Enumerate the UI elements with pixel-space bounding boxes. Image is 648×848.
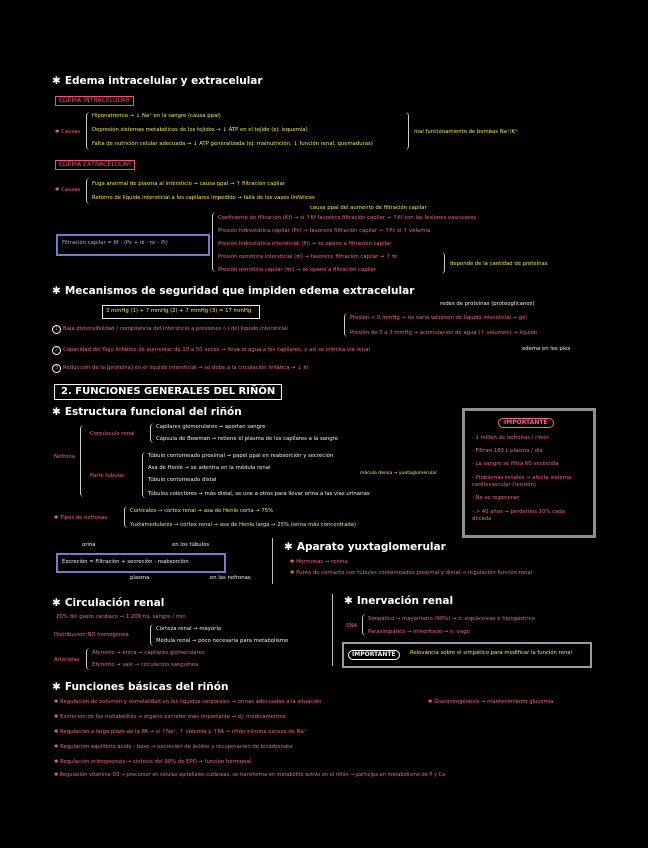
filtration-formula: Filtración capilar = Kf · (Pc + πi - πc - Pi) bbox=[62, 240, 168, 246]
extra-causas-label: ✱ Causas bbox=[55, 187, 81, 193]
inervacion-item-1: Simpático → mayoritario (90%) → n. esplácnicos e hipogástrico bbox=[368, 616, 535, 622]
brace bbox=[86, 648, 91, 670]
arteriolas-label: Arteriolas bbox=[54, 657, 80, 663]
importante-item-3: - La sangre se filtra 60 veces/día bbox=[472, 461, 559, 467]
inervacion-title: ✱ Inervación renal bbox=[344, 595, 454, 607]
intra-causa-2: Depresión sistemas metabólicos de los tejidos → ↓ ATP en el tejido (ej: isquemia) bbox=[92, 127, 308, 133]
factor-oc: Presión osmótica capilar (πc) → se opone a filtración capilar bbox=[218, 267, 376, 273]
brace bbox=[142, 452, 147, 498]
divider bbox=[272, 538, 273, 584]
funcion-1: ✱ Regulación de volumen y osmolalidad en los líquidos corporales → orinas adecuadas a la situación bbox=[54, 699, 322, 705]
tipos-item-1: Corticales → córtex renal → asa de Henle corta → 75% bbox=[130, 508, 274, 514]
importante-item-5: - No se regeneran bbox=[472, 495, 520, 501]
tubulos-note: en los túbulos bbox=[172, 542, 210, 548]
presion-positiva: Presión de 0 a 3 mmHg → acumulación de agua (↑ volumen) → líquido bbox=[350, 330, 538, 336]
corpusculo-label: Corpúsculo renal bbox=[90, 431, 135, 437]
tipos-item-2: Yuxtamedulares → córtex renal → asa de Henle larga → 25% (orina más concentrada) bbox=[130, 522, 357, 528]
orina-note: orina bbox=[82, 542, 96, 548]
mecanismo-1: 1 Baja distensibilidad / compliancia del intersticio a presiones (-) del líquido intersticial bbox=[52, 325, 288, 334]
redes-note: redes de proteínas (proteoglicanos) bbox=[440, 301, 535, 307]
factors-header: causa ppal del aumento de filtración capilar bbox=[310, 205, 427, 211]
brace bbox=[362, 614, 367, 636]
importante-title: IMPORTANTE bbox=[498, 418, 554, 428]
edema-extra-tag: EDEMA EXTRACELULAR bbox=[55, 160, 135, 170]
nefronas-note: en las nefronas bbox=[210, 575, 251, 581]
yuxta-title: ✱ Aparato yuxtaglomerular bbox=[284, 541, 446, 553]
circulacion-title: ✱ Circulación renal bbox=[52, 597, 165, 609]
distribucion-item-2: Médula renal → poco necesaria para metabolismo bbox=[156, 638, 289, 644]
mecanismos-title: ✱ Mecanismos de seguridad que impiden edema extracelular bbox=[52, 285, 415, 297]
brace bbox=[212, 212, 217, 272]
tubular-item-4: Túbulos colectores → más distal, se une a otros para llevar orina a las vías urinarias bbox=[148, 491, 370, 497]
brace bbox=[80, 425, 85, 497]
funcion-3: ✱ Regulación a largo plazo de la PA → si ↑Na⁺, ↑ volemia y ↑PA → riñón elimina exceso de Na⁺ bbox=[54, 729, 307, 735]
funcion-2: ✱ Excreción de los metabolitos → órgano excretor más importante → ej: medicamentos bbox=[54, 714, 286, 720]
macula-note: mácula densa → yuxtaglomerular bbox=[360, 471, 437, 476]
edema-intra-tag: EDEMA INTRACELULAR bbox=[55, 96, 134, 106]
excrecion-formula: Excreción = Filtración + secreción - reabsorción bbox=[62, 559, 189, 565]
factors-note: depende de la cantidad de proteínas bbox=[450, 261, 548, 267]
importante-item-6: - > 40 años → perdemos 10% cada década bbox=[472, 509, 565, 523]
estructura-title: ✱ Estructura funcional del riñón bbox=[52, 406, 242, 418]
tipos-label: ✱ Tipos de nefronas bbox=[54, 515, 108, 521]
importante-inervacion-tag: IMPORTANTE bbox=[348, 650, 400, 660]
yuxta-item-1: ✱ Hormonas → renina bbox=[290, 559, 348, 565]
intra-causa-1: Hiponatremia → ↓ Na⁺ en la sangre (causa ppal) bbox=[92, 113, 221, 119]
sna-label: SNA bbox=[346, 623, 357, 629]
extra-causa-2: Retorno de líquido intersticial a los capilares impedido → falla de los vasos linfáticos bbox=[92, 195, 315, 201]
tubular-item-1: Túbulo contorneado proximal → papel ppal en reabsorción y secreción bbox=[148, 453, 334, 459]
corpusculo-item-1: Capilares glomerulares → aportan sangre bbox=[156, 424, 266, 430]
importante-item-2: - Filtran 180 L plasma / día bbox=[472, 448, 543, 454]
distribucion-item-1: Corteza renal → mayoría bbox=[156, 626, 222, 632]
factor-pi: Presión hidrostática intersticial (Pi) → se opone a filtración capilar bbox=[218, 241, 392, 247]
brace bbox=[124, 506, 129, 528]
funciones-title: ✱ Funciones básicas del riñón bbox=[52, 681, 229, 693]
tubular-item-2: Asa de Henle → se adentra en la médula renal bbox=[148, 465, 271, 471]
factor-oi: Presión osmótica intersticial (πi) → favorece filtración capilar → ↑ πi bbox=[218, 254, 397, 260]
plasma-note: plasma bbox=[130, 575, 150, 581]
funcion-6: ✱ Regulación vitamina D3 → precursor en células epiteliales cutáneas, se transforma en metabolito activo en el riñón → participa en metabolismo de P y Ca bbox=[54, 772, 446, 778]
importante-item-4: - Problemas renales → afecta sistema cardiovascular (tensión) bbox=[472, 475, 572, 489]
intra-causas-label: ✱ Causas bbox=[55, 129, 81, 135]
funcion-4: ✱ Regulación equilibrio ácido - base → excreción de ácidos y recuperación de bicarbonato bbox=[54, 744, 293, 750]
tubular-label: Parte tubular bbox=[90, 473, 125, 479]
intra-result: mal funcionamiento de bombas Na⁺/K⁺ bbox=[414, 129, 518, 135]
corpusculo-item-2: Cápsula de Bowman → retiene el plasma de los capilares a la sangre bbox=[156, 436, 338, 442]
nefrona-label: Nefrona bbox=[54, 454, 75, 460]
arteriola-item-1: Aferente → entra → capilares glomerulares bbox=[92, 650, 205, 656]
arteriola-item-2: Eferente → sale → circulación sanguínea bbox=[92, 662, 199, 668]
brace bbox=[86, 178, 91, 204]
funcion-5: ✱ Regulación eritropoyesis → síntesis del 90% de EPO → función hormonal bbox=[54, 759, 252, 765]
brace bbox=[86, 112, 91, 150]
intra-causa-3: Falta de nutrición celular adecuada → ↓ ATP generalizada (ej: malnutrición, ↓ función renal, quemaduras) bbox=[92, 141, 373, 147]
presion-negativa: Presión < 0 mmHg → no varía volumen de líquido intersticial → gel bbox=[350, 315, 527, 321]
section-2-heading: 2. FUNCIONES GENERALES DEL RIÑÓN bbox=[54, 384, 282, 400]
mecanismo-2: 2 Capacidad del flujo linfático de aumentar de 10 a 50 veces → lleva el agua a los capilares, y así se elimina vía renal bbox=[52, 346, 370, 355]
divider bbox=[332, 594, 333, 666]
importante-inervacion-text: Relevancia sobre el simpático para modificar la función renal bbox=[410, 650, 572, 656]
extra-causa-1: Fuga anormal de plasma al intersticio → causa ppal → ↑ filtración capilar bbox=[92, 181, 286, 187]
factor-kf: Coeficiente de filtración (Kf) → si ↑Kf favorece filtración capilar → ↑Kf con las lesiones vasculares bbox=[218, 215, 477, 221]
gasto-cardiaco: 20% del gasto cardíaco → 1.200 mL sangre / min bbox=[56, 614, 186, 620]
mecanismo-3: 3 Reducción de la [proteína] en el líquido intersticial → se debe a la circulación linfática → ↓ πi bbox=[52, 364, 308, 373]
distribucion-label: Distribución NO homogénea bbox=[54, 632, 129, 638]
yuxta-item-2: ✱ Punto de contacto con túbulos contorneados proximal y distal → regulación función renal bbox=[290, 570, 533, 576]
brace bbox=[344, 313, 349, 337]
importante-item-1: - 1 millón de nefronas / riñón bbox=[472, 435, 549, 441]
edema-pies-note: edema en los pies bbox=[522, 346, 571, 352]
factor-pc: Presión hidrostática capilar (Pc) → favorece filtración capilar → ↑Pc si ↑ volemia bbox=[218, 228, 431, 234]
brace bbox=[404, 112, 409, 150]
inervacion-item-2: Parasimpático → minoritario → n. vago bbox=[368, 629, 470, 635]
brace bbox=[150, 423, 155, 443]
edema-title: ✱ Edema intracelular y extracelular bbox=[52, 75, 263, 87]
sum-box-text: 3 mmHg (1) + 7 mmHg (2) + 7 mmHg (3) = 17 mmHg bbox=[106, 308, 252, 314]
tubular-item-3: Túbulo contorneado distal bbox=[148, 477, 217, 483]
brace bbox=[150, 624, 155, 646]
brace bbox=[440, 252, 445, 274]
funcion-gluconeogenesis: ✱ Gluconeogénesis → mantenimiento glucemia bbox=[428, 699, 554, 705]
